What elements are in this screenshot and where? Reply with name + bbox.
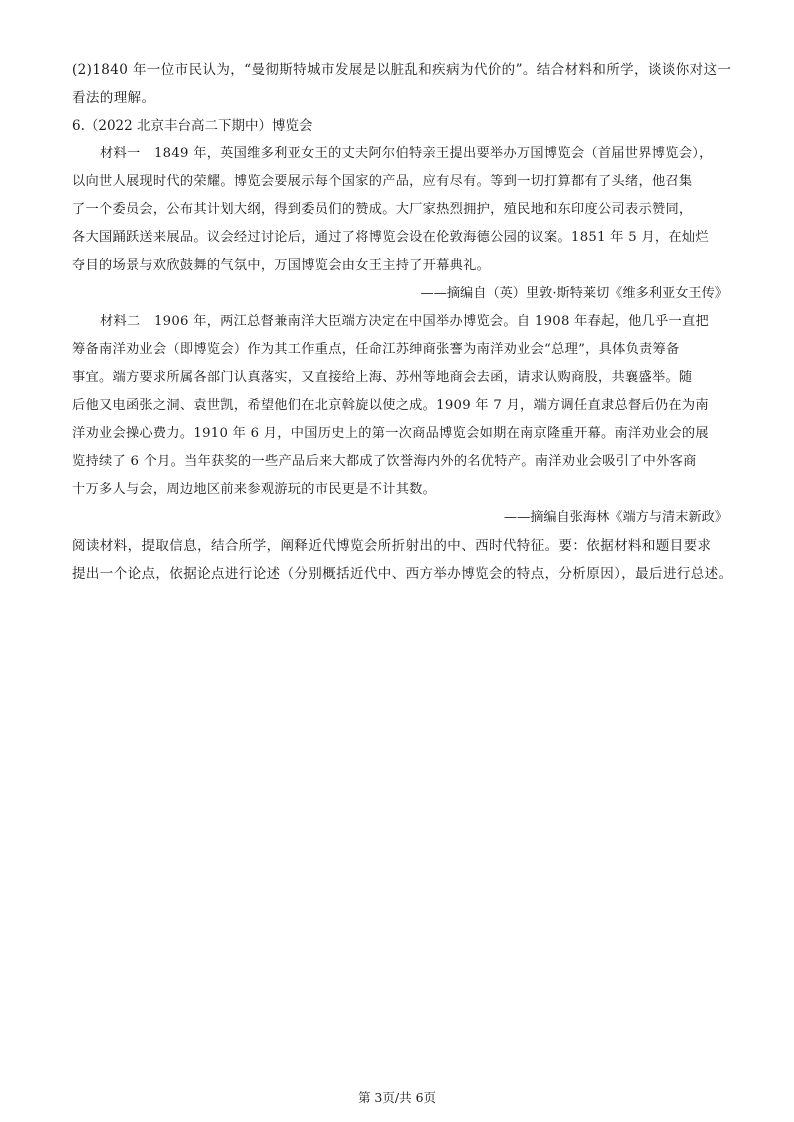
question-6-prompt	[72, 532, 736, 588]
material-1-line-2: 以向世人展现时代的荣耀。博览会要展示每个国家的产品，应有尽有。等到一切打算都有了头绪，他召集	[72, 174, 693, 189]
material-2-line-6: 览持续了 6 个月。当年获奖的一些产品后来大都成了饮誉海内外的名优特产。南洋劝业会吸引了中外客商	[72, 454, 697, 469]
material-2-line-4: 后他又电函张之洞、袁世凯，希望他们在北京斡旋以使之成。1909 年 7 月，端方调任直隶总督后仍在为南	[72, 398, 709, 413]
material-2-line-7: 十万多人与会，周边地区前来参观游玩的市民更是不计其数。	[72, 482, 437, 497]
q5-part2-line-2: 看法的理解。	[72, 90, 156, 106]
question-6-heading: 6.（2022 北京丰台高二下期中）博览会	[72, 118, 313, 134]
q5-part2-line-1: (2)1840 年一位市民认为，“曼彻斯特城市发展是以脏乱和疾病为代价的”。结合材料和所学，谈谈你对这一	[72, 62, 732, 78]
material-1-line-3: 了一个委员会，公布其计划大纲，得到委员们的赞成。大厂家热烈拥护，殖民地和东印度公司表示赞同，	[72, 202, 693, 217]
page-number: 第 3页/共 6页	[357, 1090, 437, 1105]
material-2	[72, 308, 736, 532]
material-2-line-3: 事宜。端方要求所属各部门认真落实，又直接给上海、苏州等地商会去函，请求认购商股，共襄盛举。随	[72, 370, 693, 385]
material-1-source: ——摘编自（英）里敦·斯特莱切《维多利亚女王传》	[420, 286, 728, 301]
question-6-prompt-line-2: 提出一个论点，依据论点进行论述（分别概括近代中、西方举办博览会的特点，分析原因），最后进行总述。	[72, 566, 733, 582]
material-1-line-5: 夺目的场景与欢欣鼓舞的气氛中，万国博览会由女王主持了开幕典礼。	[72, 258, 491, 273]
material-2-line-2: 筹备南洋劝业会（即博览会）作为其工作重点，任命江苏绅商张謇为南洋劝业会“总理”，具体负责筹备	[72, 342, 680, 357]
q5-part2	[72, 56, 736, 112]
material-1	[72, 140, 736, 308]
page-content	[72, 56, 736, 588]
material-1-line-4: 各大国踊跃送来展品。议会经过讨论后，通过了将博览会设在伦敦海德公园的议案。1851 年 5 月，在灿烂	[72, 230, 709, 245]
material-2-line-5: 洋劝业会操心费力。1910 年 6 月，中国历史上的第一次商品博览会如期在南京隆重开幕。南洋劝业会的展	[72, 426, 709, 441]
question-6-prompt-line-1: 阅读材料，提取信息，结合所学，阐释近代博览会所折射出的中、西时代特征。要：依据材料和题目要求	[72, 538, 712, 554]
material-1-line-1: 材料一 1849 年，英国维多利亚女王的丈夫阿尔伯特亲王提出要举办万国博览会（首届世界博览会），	[100, 146, 713, 161]
material-2-source: ——摘编自张海林《端方与清末新政》	[503, 510, 728, 525]
material-2-line-1: 材料二 1906 年，两江总督兼南洋大臣端方决定在中国举办博览会。自 1908 年春起，他几乎一直把	[100, 314, 710, 329]
